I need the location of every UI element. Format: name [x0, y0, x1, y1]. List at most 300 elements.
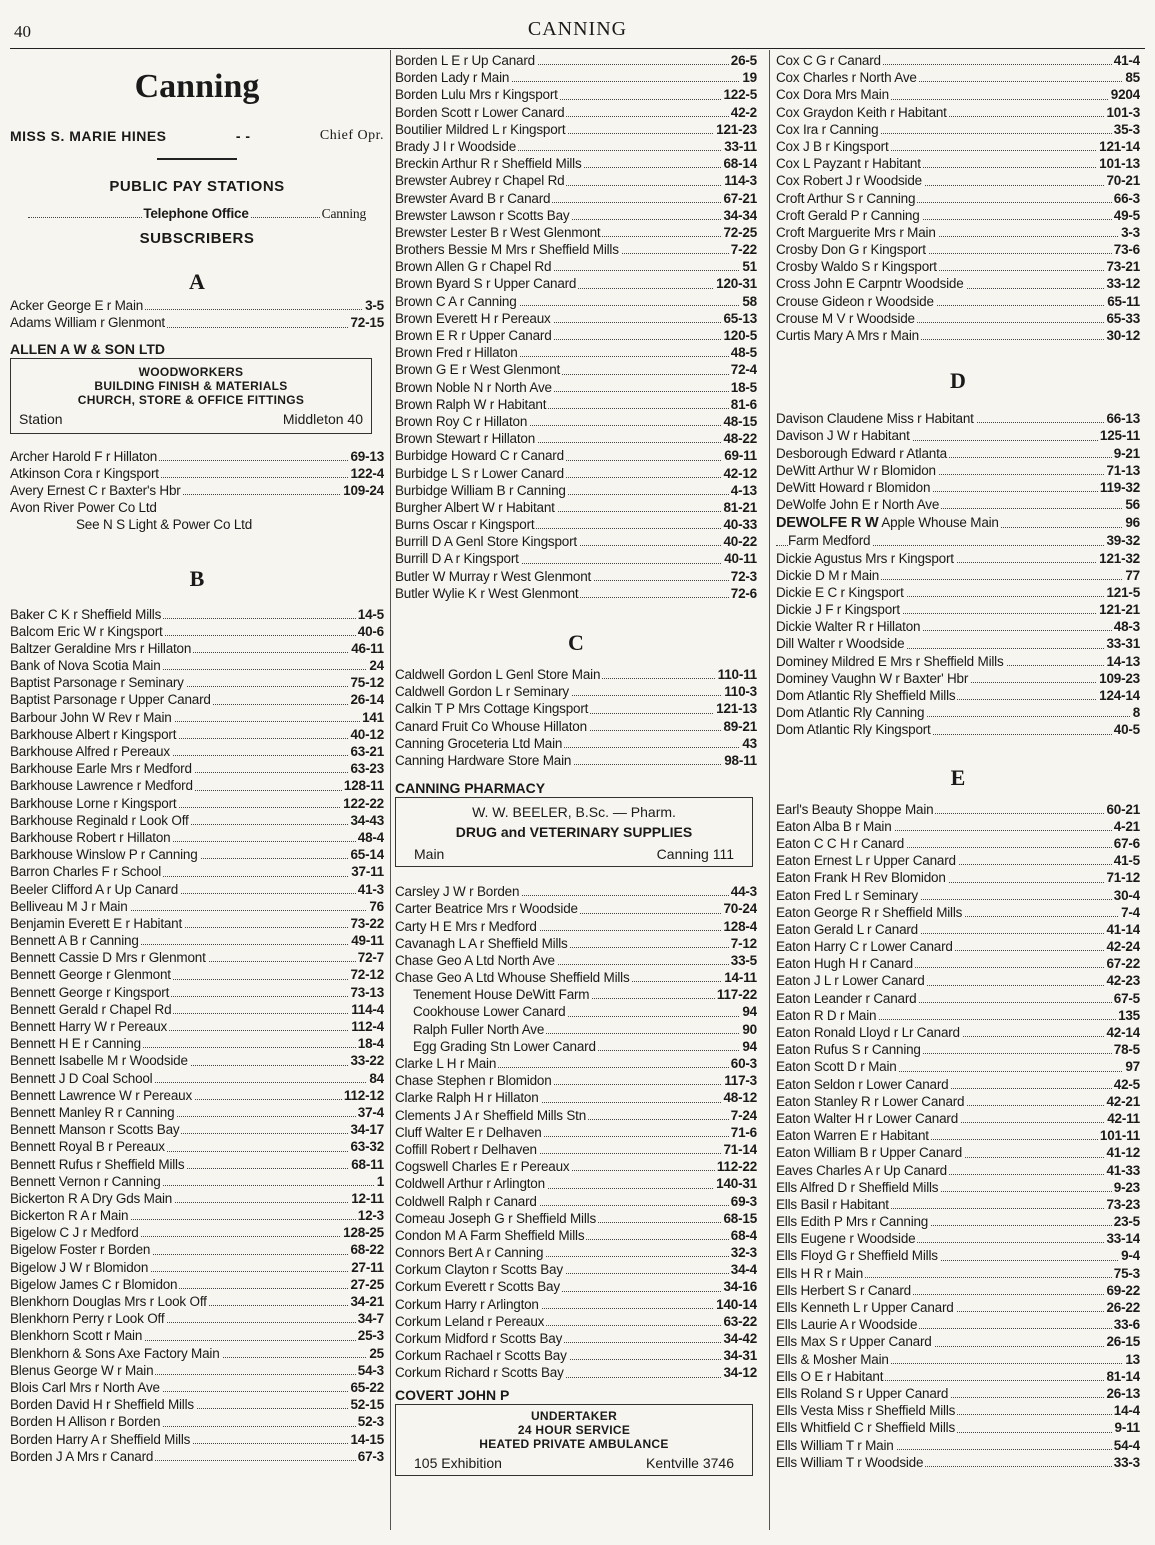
- listing-name: Ells Roland S r Upper Canard: [776, 1385, 949, 1401]
- listing-group: [776, 410, 1140, 513]
- listing-number: 94: [742, 1004, 757, 1020]
- listing-number: 109-24: [343, 482, 384, 498]
- listing-name: Bennett J D Coal School: [10, 1070, 153, 1086]
- listing-name: Eaton Stanley R r Lower Canard: [776, 1093, 965, 1109]
- listing-name: Ells Eugene r Woodside: [776, 1231, 916, 1247]
- listing-entry: [10, 795, 384, 812]
- listing-entry: [395, 1296, 757, 1313]
- listing-entry: [776, 224, 1140, 241]
- listing-name: Balcom Eric W r Kingsport: [10, 623, 163, 639]
- listing-entry: [395, 1072, 757, 1089]
- listing-entry: [395, 1003, 757, 1020]
- listing-entry: [10, 846, 384, 863]
- page-number: 40: [14, 22, 31, 41]
- listing-entry: [776, 310, 1140, 327]
- listing-number: 26-13: [1106, 1385, 1140, 1401]
- listing-entry: [776, 938, 1140, 955]
- listing-number: 42-11: [1107, 1110, 1140, 1126]
- listing-number: 14-11: [724, 970, 757, 986]
- listing-group: [395, 883, 757, 986]
- listing-entry: [10, 1173, 384, 1190]
- listing-entry: [395, 430, 757, 447]
- listing-entry: [776, 869, 1140, 886]
- listing-name: Brown C A r Canning: [395, 293, 517, 309]
- listing-name: Croft Marguerite Mrs r Main: [776, 224, 936, 240]
- listing-name: Bigelow James C r Blomidon: [10, 1276, 178, 1292]
- listing-bold-name: DEWOLFE R W: [776, 515, 879, 532]
- listing-name: Brothers Bessie M Mrs r Sheffield Mills: [395, 242, 619, 258]
- listing-entry: [395, 172, 757, 189]
- listing-name: DeWolfe John E r North Ave: [776, 497, 940, 513]
- listing-name: Dickie D M r Main: [776, 567, 880, 583]
- listing-name: Brown E R r Upper Canard: [395, 328, 552, 343]
- listing-name: Borden Lulu Mrs r Kingsport: [395, 87, 558, 103]
- listing-name: Adams William r Glenmont: [10, 315, 165, 331]
- listing-entry: [395, 275, 757, 292]
- ad-footer: [414, 846, 734, 862]
- listing-name: Egg Grading Stn Lower Canard: [413, 1038, 596, 1054]
- listing-number: 33-14: [1106, 1231, 1140, 1247]
- listing-number: 94: [742, 1038, 757, 1054]
- listing-number: 69-11: [724, 448, 757, 464]
- pharmacy-ad-heading: CANNING PHARMACY: [395, 780, 546, 797]
- listing-name: Ells O E r Habitant: [776, 1368, 884, 1384]
- public-pay-heading: PUBLIC PAY STATIONS: [109, 178, 285, 195]
- listing-number: 7-4: [1121, 904, 1140, 920]
- listing-entry: [776, 635, 1140, 652]
- listing-name: Corkum Rachael r Scotts Bay: [395, 1348, 567, 1364]
- listing-entry: [776, 1419, 1140, 1436]
- listing-entry: [395, 1193, 757, 1210]
- listing-name: Chase Stephen r Blomidon: [395, 1073, 552, 1089]
- listing-number: 66-13: [1106, 411, 1140, 427]
- listing-entry: [10, 1121, 384, 1138]
- listing-number: 26-15: [1106, 1334, 1140, 1350]
- listing-name: Ells Herbert S r Canard: [776, 1282, 911, 1298]
- listing-name: Dill Walter r Woodside: [776, 636, 905, 652]
- listing-entry: [395, 86, 757, 103]
- listing-name: Blenkhorn & Sons Axe Factory Main: [10, 1345, 220, 1361]
- listing-number: 67-3: [357, 1448, 384, 1464]
- listing-entry: [10, 674, 384, 691]
- listing-group: [776, 52, 1140, 344]
- listing-entry: [776, 462, 1140, 479]
- listing-name: Brown Fred r Hillaton: [395, 345, 518, 361]
- ad-line: W. W. BEELER, B.Sc. — Pharm.: [472, 804, 676, 821]
- listing-name: Bennett Cassie D Mrs r Glenmont: [10, 950, 206, 966]
- listing-entry: [395, 155, 757, 172]
- listing-name: Bigelow C J r Medford: [10, 1225, 139, 1241]
- listing-entry: [395, 1141, 757, 1158]
- listing-entry: [10, 1379, 384, 1396]
- listing-entry: [395, 1261, 757, 1278]
- listing-number: 42-23: [1106, 973, 1140, 989]
- listing-name: Eaton C C H r Canard: [776, 835, 905, 851]
- listing-name: Dominey Mildred E Mrs r Sheffield Mills: [776, 653, 1004, 669]
- listing-entry: [10, 314, 384, 331]
- listing-number: 30-4: [1113, 887, 1140, 903]
- listing-entry: [10, 1190, 384, 1207]
- listing-number: 72-3: [730, 568, 757, 584]
- listing-entry: [776, 1437, 1140, 1454]
- listing-number: 34-17: [350, 1122, 384, 1138]
- listing-number: 117-3: [724, 1073, 757, 1089]
- listing-entry: [10, 966, 384, 983]
- listing-number: 141: [362, 709, 384, 725]
- listing-entry: [395, 121, 757, 138]
- listing-entry: [10, 297, 384, 314]
- listing-number: 33-12: [1106, 276, 1140, 292]
- ad-footer: [19, 411, 363, 427]
- listing-entry: [10, 640, 384, 657]
- listing-name: Cox C G r Canard: [776, 53, 881, 68]
- listing-group: [395, 1055, 757, 1382]
- listing-name: Farm Medford: [788, 533, 871, 549]
- listing-name: Eaton Scott D r Main: [776, 1059, 897, 1075]
- listing-number: 14-13: [1106, 653, 1140, 669]
- listing-number: 41-4: [1113, 53, 1140, 68]
- listing-number: 40-33: [723, 517, 757, 533]
- listing-name: Cox Ira r Canning: [776, 121, 879, 137]
- listing-number: 81-6: [730, 396, 757, 412]
- listing-name: Eaton Hugh H r Canard: [776, 956, 913, 972]
- listing-group: [10, 448, 384, 517]
- listing-name: Davison J W r Habitant: [776, 428, 910, 444]
- listing-entry: [395, 69, 757, 86]
- listing-number: 128-25: [343, 1225, 384, 1241]
- listing-number: 19: [742, 70, 757, 86]
- listing-name: Bickerton R A Dry Gds Main: [10, 1190, 173, 1206]
- listing-group: [776, 801, 1140, 1471]
- listing-name: Eaton Seldon r Lower Canard: [776, 1076, 949, 1092]
- listing-name: Cox Robert J r Woodside: [776, 173, 922, 189]
- listing-entry: [776, 410, 1140, 427]
- listing-name: Cox Dora Mrs Main: [776, 87, 889, 103]
- listing-number: 121-14: [1099, 138, 1140, 154]
- listing-name: Bennett Harry W r Pereaux: [10, 1019, 168, 1034]
- listing-number: 34-21: [350, 1294, 384, 1309]
- listing-number: 34-43: [350, 812, 384, 828]
- listing-name: Cross John E Carpntr Woodside: [776, 276, 964, 292]
- listing-entry: [395, 1330, 757, 1347]
- listing-entry: [395, 1055, 757, 1072]
- listing-number: 89-21: [723, 718, 757, 734]
- listing-number: 7-12: [730, 935, 757, 951]
- listing-entry: [776, 687, 1140, 704]
- listing-name: Cogswell Charles E r Pereaux: [395, 1159, 570, 1175]
- listing-number: 110-11: [717, 667, 757, 682]
- listing-number: 25: [369, 1345, 384, 1361]
- ad-line: HEATED PRIVATE AMBULANCE: [479, 1436, 669, 1451]
- listing-number: 48-5: [730, 345, 757, 361]
- listing-name: Borden Lady r Main: [395, 70, 510, 86]
- listing-entry: [395, 752, 757, 769]
- listing-name: Barkhouse Lawrence r Medford: [10, 778, 193, 794]
- listing-name: Bigelow Foster r Borden: [10, 1242, 151, 1258]
- listing-number: 120-31: [716, 276, 757, 292]
- listing-name: Corkum Richard r Scotts Bay: [395, 1365, 564, 1381]
- ad-address: 105 Exhibition: [414, 1454, 502, 1471]
- listing-number: 33-22: [350, 1053, 384, 1069]
- listing-entry: [395, 1089, 757, 1106]
- listing-entry: [395, 104, 757, 121]
- listing-name: Ells H R r Main: [776, 1265, 864, 1281]
- listing-number: 124-14: [1099, 688, 1140, 703]
- listing-entry: [776, 427, 1140, 444]
- listing-entry: [776, 955, 1140, 972]
- listing-number: 27-11: [351, 1259, 384, 1275]
- listing-name: Avon River Power Co Ltd: [10, 500, 157, 516]
- listing-name: Bennett H E r Canning: [10, 1036, 141, 1052]
- listing-entry: [395, 224, 757, 241]
- listing-name: Dom Atlantic Rly Kingsport: [776, 722, 931, 738]
- listing-name: Connors Bert A r Canning: [395, 1245, 544, 1261]
- listing-number: 25-3: [357, 1328, 384, 1344]
- listing-name: Eaton George R r Sheffield Mills: [776, 904, 963, 920]
- listing-number: 8: [1132, 705, 1140, 721]
- listing-name: Earl's Beauty Shoppe Main: [776, 801, 934, 817]
- listing-entry: [395, 683, 757, 700]
- listing-entry: [395, 883, 757, 900]
- listing-entry: [776, 1179, 1140, 1196]
- listing-name: Baptist Parsonage r Seminary: [10, 675, 184, 691]
- listing-number: 65-11: [1107, 293, 1140, 309]
- listing-entry: [776, 513, 1140, 532]
- listing-number: 70-24: [723, 901, 757, 917]
- listing-name: Eaton Rufus S r Canning: [776, 1042, 921, 1058]
- listing-entry: [776, 921, 1140, 938]
- listing-number: 13: [1125, 1351, 1140, 1367]
- listing-number: 42-12: [723, 465, 757, 481]
- listing-entry: [10, 1241, 384, 1258]
- listing-number: 14-15: [350, 1431, 384, 1447]
- listing-number: 42-2: [730, 104, 757, 120]
- listing-name: Coldwell Arthur r Arlington: [395, 1176, 545, 1192]
- listing-entry: [776, 1093, 1140, 1110]
- listing-name: Bigelow J W r Blomidon: [10, 1259, 149, 1275]
- listing-entry: [776, 445, 1140, 462]
- ad-phone: Kentville 3746: [646, 1454, 734, 1471]
- listing-entry: [395, 568, 757, 585]
- listing-number: 33-6: [1113, 1317, 1140, 1333]
- listing-number: 34-12: [723, 1365, 757, 1381]
- listing-number: 121-32: [1099, 550, 1140, 566]
- listing-name: Baker C K r Sheffield Mills: [10, 606, 162, 622]
- listing-number: 109-23: [1099, 670, 1140, 686]
- listing-entry: [395, 666, 757, 683]
- listing-number: 85: [1125, 70, 1140, 86]
- listing-entry: [776, 584, 1140, 601]
- listing-name: Ells Vesta Miss r Sheffield Mills: [776, 1403, 956, 1419]
- station-label: Station: [19, 410, 63, 427]
- listing-number: 68-4: [730, 1227, 757, 1243]
- listing-name: Benjamin Everett E r Habitant: [10, 915, 183, 931]
- listing-name: Bennett George r Glenmont: [10, 967, 171, 983]
- listing-number: 67-5: [1113, 990, 1140, 1006]
- listing-entry: [776, 532, 1140, 549]
- listing-entry: [395, 900, 757, 917]
- listing-name: Bennett Gerald r Chapel Rd: [10, 1001, 172, 1017]
- listing-name: Corkum Clayton r Scotts Bay: [395, 1262, 563, 1278]
- ad-phone: Canning 111: [656, 846, 734, 863]
- listing-name: Carsley J W r Borden: [395, 884, 520, 900]
- listing-name: Brown Ralph W r Habitant: [395, 396, 547, 412]
- listing-name: Ells Kenneth L r Upper Canard: [776, 1300, 954, 1315]
- listing-name: Ells William T r Main: [776, 1437, 894, 1453]
- listing-entry: [395, 465, 757, 482]
- see-reference: See N S Light & Power Co Ltd: [76, 517, 252, 533]
- listing-name: Dom Atlantic Rly Sheffield Mills: [776, 688, 956, 703]
- listing-number: 73-13: [350, 984, 384, 1000]
- listing-number: 60-3: [730, 1056, 757, 1071]
- listing-name: Ralph Fuller North Ave: [413, 1021, 545, 1037]
- listing-group: [10, 297, 384, 331]
- listing-entry: [776, 904, 1140, 921]
- listing-number: 48-4: [357, 829, 384, 845]
- listing-entry: [395, 969, 757, 986]
- listing-name: Bennett A B r Canning: [10, 933, 139, 949]
- ad-line: CHURCH, STORE & OFFICE FITTINGS: [77, 392, 305, 407]
- listing-name: Crosby Waldo S r Kingsport: [776, 259, 937, 275]
- listing-name: Brown Allen G r Chapel Rd: [395, 259, 552, 275]
- listing-number: 48-3: [1113, 619, 1140, 635]
- listing-number: 97: [1125, 1059, 1140, 1075]
- listing-entry: [776, 1076, 1140, 1093]
- listing-name: Clarke Ralph H r Hillaton: [395, 1090, 539, 1106]
- listing-number: 121-13: [716, 701, 757, 717]
- listing-entry: [776, 550, 1140, 567]
- listing-name: Brown Roy C r Hillaton: [395, 413, 528, 429]
- listing-entry: [776, 835, 1140, 852]
- listing-name: Brewster Lester B r West Glenmont: [395, 224, 601, 240]
- ad-address: Main: [414, 846, 445, 863]
- listing-number: 18-5: [730, 379, 757, 395]
- listing-name: Barkhouse Earle Mrs r Medford: [10, 761, 192, 777]
- listing-entry: [776, 275, 1140, 292]
- listing-name: Eaton Ernest L r Upper Canard: [776, 853, 956, 869]
- listing-entry: [776, 293, 1140, 310]
- listing-number: 72-4: [730, 362, 757, 378]
- listing-name: Corkum Leland r Pereaux: [395, 1313, 545, 1329]
- cross-reference: [10, 516, 384, 533]
- listing-name: Ells Whitfield C r Sheffield Mills: [776, 1420, 956, 1436]
- listing-name: Ells Floyd G r Sheffield Mills: [776, 1248, 938, 1264]
- listing-number: 63-23: [350, 761, 384, 777]
- listing-name: Ells Edith P Mrs r Canning: [776, 1214, 929, 1230]
- listing-name: Eaves Charles A r Up Canard: [776, 1162, 947, 1178]
- listing-entry: [10, 657, 384, 674]
- listing-number: 96: [1125, 515, 1140, 531]
- listing-name: Boutilier Mildred L r Kingsport: [395, 121, 566, 137]
- listing-number: 71-6: [730, 1124, 757, 1140]
- listing-entry: [10, 984, 384, 1001]
- listing-number: 46-11: [351, 640, 384, 656]
- listing-entry: [395, 585, 757, 602]
- listing-entry: [776, 1265, 1140, 1282]
- listing-entry: [10, 760, 384, 777]
- divider-rule: [157, 158, 237, 160]
- listing-name: Borden Harry A r Sheffield Mills: [10, 1431, 191, 1447]
- subscribers-heading: SUBSCRIBERS: [139, 230, 255, 248]
- listing-entry: [10, 499, 384, 516]
- listing-number: 40-11: [724, 551, 757, 567]
- covert-advertisement: [395, 1404, 753, 1476]
- column-3: [776, 52, 1140, 1471]
- operator-name: MISS S. MARIE HINES: [10, 128, 167, 144]
- listing-group: [395, 986, 757, 1055]
- listing-number: 41-33: [1106, 1162, 1140, 1178]
- listing-number: 122-5: [723, 87, 757, 103]
- listing-name: Ells Max S r Upper Canard: [776, 1334, 932, 1350]
- listing-entry: [395, 935, 757, 952]
- running-head: CANNING: [527, 18, 628, 40]
- listing-number: 27-25: [350, 1276, 384, 1292]
- listing-number: 49-5: [1113, 207, 1140, 223]
- listing-number: 112-4: [351, 1019, 384, 1034]
- listing-name: Borden Scott r Lower Canard: [395, 104, 565, 120]
- listing-name: Calkin T P Mrs Cottage Kingsport: [395, 701, 589, 717]
- listing-entry: [395, 327, 757, 344]
- letter-heading-c: C: [568, 630, 584, 655]
- listing-name: Burbidge Howard C r Canard: [395, 448, 564, 464]
- listing-number: 72-7: [357, 950, 384, 966]
- intro-block: [10, 68, 384, 247]
- listing-name: Bennett George r Kingsport: [10, 984, 170, 1000]
- listing-number: 68-11: [351, 1156, 384, 1172]
- listing-name: Blenkhorn Perry r Look Off: [10, 1311, 165, 1327]
- listing-name: Burrill D A r Kingsport: [395, 551, 519, 567]
- listing-entry: [10, 1431, 384, 1448]
- listing-number: 140-14: [716, 1296, 757, 1312]
- listing-name: Cluff Walter E r Delhaven: [395, 1124, 542, 1140]
- listing-name: Eaton Gerald L r Canard: [776, 921, 918, 937]
- listing-entry: [10, 777, 384, 794]
- listing-number: 23-5: [1113, 1214, 1140, 1230]
- ad-footer: [414, 1455, 734, 1471]
- listing-number: 41-14: [1106, 921, 1140, 937]
- listing-name: Eaton J L r Lower Canard: [776, 973, 925, 989]
- listing-name: Burns Oscar r Kingsport: [395, 517, 535, 533]
- listing-number: 33-3: [1113, 1454, 1140, 1470]
- listing-entry: [395, 516, 757, 533]
- listing-entry: [10, 1087, 384, 1104]
- covert-ad-heading: COVERT JOHN P: [395, 1386, 510, 1403]
- listing-number: 121-21: [1099, 602, 1140, 618]
- listing-entry: [776, 1316, 1140, 1333]
- listing-entry: [10, 898, 384, 915]
- listing-entry: [776, 1282, 1140, 1299]
- ad-line: UNDERTAKER: [530, 1408, 618, 1423]
- telephone-office-location: Canning: [321, 206, 366, 221]
- listing-name: Blenkhorn Douglas Mrs r Look Off: [10, 1294, 207, 1309]
- listing-name: Eaton Harry C r Lower Canard: [776, 939, 953, 955]
- listing-entry: [776, 721, 1140, 738]
- listing-name: Eaton Walter H r Lower Canard: [776, 1110, 959, 1126]
- listing-name: Brewster Aubrey r Chapel Rd: [395, 173, 565, 189]
- listing-name: Bennett Isabelle M r Woodside: [10, 1053, 188, 1069]
- listing-number: 52-3: [357, 1414, 384, 1430]
- listing-number: 140-31: [716, 1176, 757, 1192]
- listing-entry: [10, 1259, 384, 1276]
- listing-entry: [776, 1041, 1140, 1058]
- listing-entry: [10, 812, 384, 829]
- header-rule: [10, 48, 1145, 49]
- listing-name: Canning Hardware Store Main: [395, 752, 572, 768]
- listing-name: Croft Gerald P r Canning: [776, 207, 920, 223]
- listing-number: 101-11: [1099, 1128, 1140, 1144]
- listing-entry: [776, 1402, 1140, 1419]
- listing-number: 69-3: [730, 1193, 757, 1209]
